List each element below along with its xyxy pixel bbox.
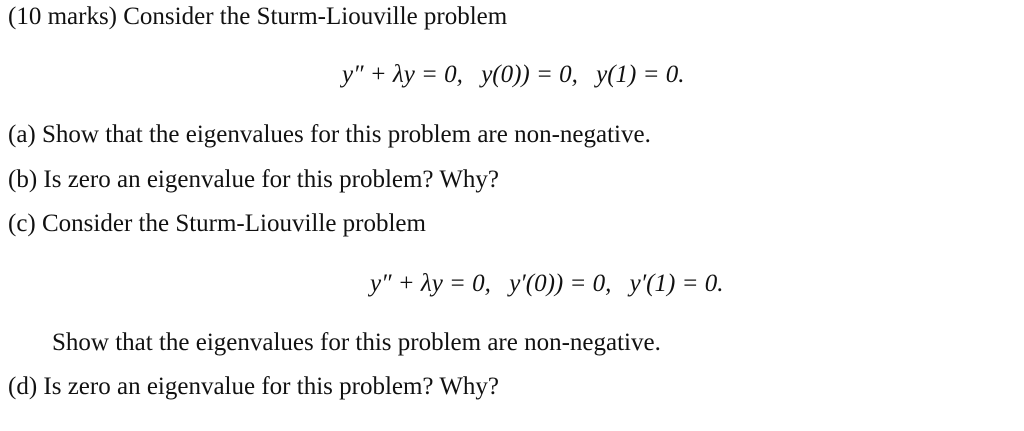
equation-2-lhs: y″ + λy = 0,	[370, 270, 491, 297]
equation-2-bc1: y′(0)) = 0,	[509, 270, 612, 297]
marks-label: (10 marks)	[8, 3, 117, 30]
equation-1-lhs: y″ + λy = 0,	[342, 61, 463, 88]
equation-2	[370, 271, 723, 296]
part-c	[8, 211, 426, 236]
part-b	[8, 167, 499, 192]
equation-1-bc2: y(1) = 0.	[596, 61, 685, 88]
part-d	[8, 374, 499, 399]
part-b-text: Is zero an eigenvalue for this problem? Why?	[43, 166, 500, 193]
part-d-text: Is zero an eigenvalue for this problem? Why?	[43, 373, 500, 400]
part-d-label: (d)	[8, 373, 38, 400]
part-c-label: (c)	[8, 210, 36, 237]
part-b-label: (b)	[8, 166, 38, 193]
part-a-label: (a)	[8, 121, 36, 148]
equation-1-bc1: y(0)) = 0,	[481, 61, 578, 88]
problem-header	[8, 4, 507, 29]
part-c-text: Consider the Sturm-Liouville problem	[42, 210, 426, 237]
part-c-followup-text: Show that the eigenvalues for this problem are non-negative.	[52, 329, 661, 356]
part-a	[8, 122, 651, 147]
intro-text: Consider the Sturm-Liouville problem	[123, 3, 508, 30]
part-a-text: Show that the eigenvalues for this problem are non-negative.	[42, 121, 651, 148]
equation-1	[342, 62, 685, 87]
equation-2-bc2: y′(1) = 0.	[629, 270, 724, 297]
part-c-followup	[52, 330, 661, 355]
